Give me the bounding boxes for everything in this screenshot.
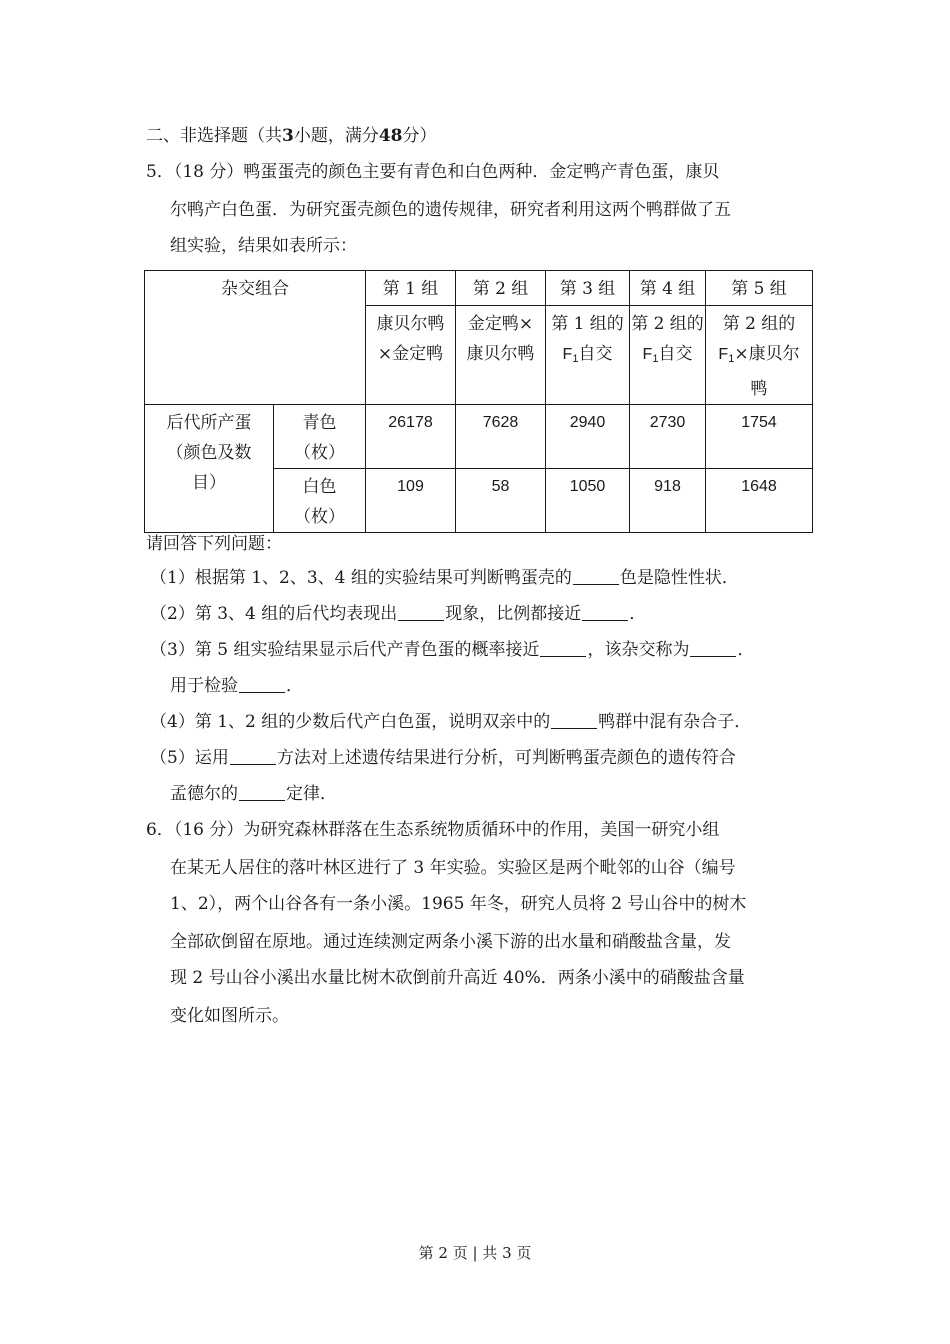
table-row-green [145,405,813,469]
question-text: ，该杂交称为 [587,640,690,660]
total-score: 48 [378,126,403,146]
count-cell: 1648 [706,469,813,533]
q6-stem-line-4: 全部砍倒留在原地。通过连续测定两条小溪下游的出水量和硝酸盐含量，发 [170,932,731,952]
cross-text: 自交 [578,344,613,364]
color-label: 青色 [302,413,337,433]
subquestion-3 [150,638,754,662]
question-count: 3 [282,126,294,146]
count-cell: 109 [366,469,456,533]
answer-blank [540,639,586,657]
question-text: 用于检验 [170,676,238,696]
count-cell: 1050 [546,469,630,533]
count-cell: 26178 [366,405,456,469]
cross-text: 鸭 [750,379,768,399]
answer-blank [551,711,597,729]
subquestion-1 [150,566,739,590]
q5-stem-line-2: 尔鸭产白色蛋．为研究蛋壳颜色的遗传规律，研究者利用这两个鸭群做了五 [170,200,731,220]
count-cell: 2940 [546,405,630,469]
cross-cell [366,306,456,405]
f-subscript: 1 [652,353,659,365]
cross-text: 第 1 组的 [551,314,624,334]
cross-cell [456,306,546,405]
group-header: 第 5 组 [706,271,813,306]
offspring-label: （颜色及数 [166,443,252,463]
unit-label: （枚） [294,507,345,527]
count-cell: 58 [456,469,546,533]
f-symbol: F [642,346,653,363]
subquestion-4 [150,710,751,734]
cross-text: 金定鸭× [467,314,534,334]
f-subscript: 1 [728,353,735,365]
question-text: 现象，比例都接近 [445,604,582,624]
combo-label: 杂交组合 [221,279,289,299]
subquestion-2 [150,602,646,626]
count-cell: 1754 [706,405,813,469]
answer-blank [398,603,444,621]
combo-label-cell [145,271,366,405]
q6-stem-line-2: 在某无人居住的落叶林区进行了 3 年实验。实验区是两个毗邻的山谷（编号 [170,858,736,878]
page-footer: 第 2 页 | 共 3 页 [418,1244,532,1262]
offspring-label: 后代所产蛋 [166,413,252,433]
question-text: ． [629,604,647,624]
cross-text: ×康贝尔 [734,344,800,364]
question-text: （5）运用 [150,748,229,768]
f-symbol: F [562,346,573,363]
offspring-label: 目） [192,473,226,493]
question-text: 孟德尔的 [170,784,238,804]
cross-text: 自交 [658,344,693,364]
group-header: 第 1 组 [366,271,456,306]
cross-text: ×金定鸭 [377,344,444,364]
q5-stem-line-1: 5．（18 分）鸭蛋蛋壳的颜色主要有青色和白色两种．金定鸭产青色蛋，康贝 [146,162,720,182]
q6-stem-line-5: 现 2 号山谷小溪出水量比树木砍倒前升高近 40%．两条小溪中的硝酸盐含量 [170,968,745,988]
questions-intro: 请回答下列问题： [146,534,282,554]
question-text: （4）第 1、2 组的少数后代产白色蛋，说明双亲中的 [150,712,551,732]
cross-text [630,339,705,374]
color-label: 白色 [302,477,337,497]
table-header-row [145,271,813,306]
q5-stem-line-3: 组实验，结果如表所示： [170,236,357,256]
section-heading [146,124,437,148]
answer-blank [239,783,285,801]
cross-text: 第 2 组的 [722,314,796,334]
question-text: （1）根据第 1、2、3、4 组的实验结果可判断鸭蛋壳的 [150,568,572,588]
question-text: ． [737,640,755,660]
results-table [144,270,813,533]
group-header: 第 2 组 [456,271,546,306]
color-cell [274,405,366,469]
count-cell: 918 [630,469,706,533]
section-heading-text: 分） [402,126,437,146]
q6-stem-line-1: 6．（16 分）为研究森林群落在生态系统物质循环中的作用，美国一研究小组 [146,820,720,840]
answer-blank [582,603,628,621]
count-cell: 2730 [630,405,706,469]
cross-text: 康贝尔鸭 [466,344,535,364]
group-header: 第 3 组 [546,271,630,306]
section-heading-text: 小题，满分 [293,126,379,146]
q6-stem-line-6: 变化如图所示。 [170,1006,289,1026]
f-symbol: F [718,346,729,363]
section-heading-text: 二、非选择题（共 [146,126,282,146]
q6-stem-line-3: 1、2），两个山谷各有一条小溪。1965 年冬，研究人员将 2 号山谷中的树木 [170,894,747,914]
cross-text: 康贝尔鸭 [376,314,445,334]
question-text: ． [286,676,303,696]
cross-text [706,339,812,374]
color-cell [274,469,366,533]
subquestion-3-cont [170,674,303,698]
answer-blank [573,567,619,585]
answer-blank [239,675,285,693]
cross-text [546,339,629,374]
subquestion-5 [150,746,736,770]
question-text: 方法对上述遗传结果进行分析，可判断鸭蛋壳颜色的遗传符合 [276,748,736,768]
question-text: （2）第 3、4 组的后代均表现出 [150,604,398,624]
answer-blank [690,639,736,657]
cross-cell [706,306,813,405]
cross-cell [546,306,630,405]
f-subscript: 1 [572,353,579,365]
subquestion-5-cont [170,782,337,806]
cross-text: 第 2 组的 [631,314,704,334]
question-text: （3）第 5 组实验结果显示后代产青色蛋的概率接近 [150,640,540,660]
answer-blank [230,747,276,765]
cross-cell [630,306,706,405]
question-text: 色是隐性性状． [619,568,739,588]
question-text: 鸭群中混有杂合子． [598,712,752,732]
question-text: 定律． [286,784,337,804]
count-cell: 7628 [456,405,546,469]
group-header: 第 4 组 [630,271,706,306]
offspring-label-cell [145,405,274,533]
unit-label: （枚） [294,443,345,463]
